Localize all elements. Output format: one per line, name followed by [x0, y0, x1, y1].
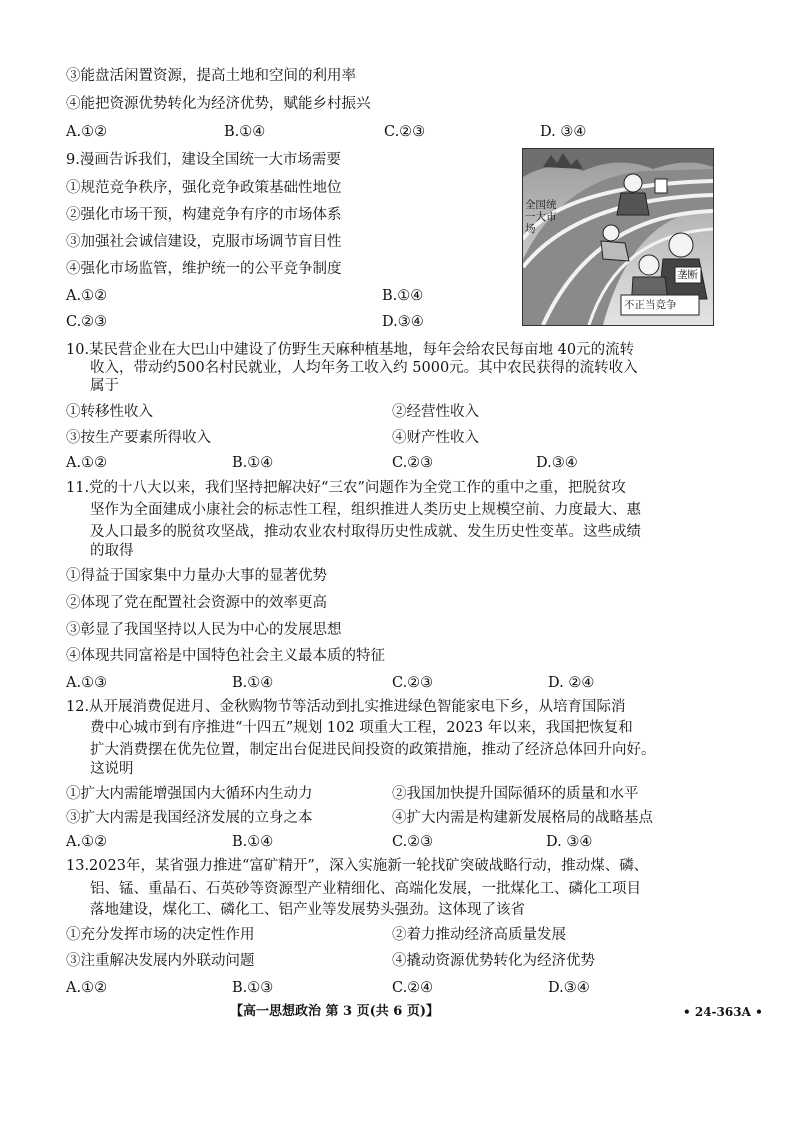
q9-item-4: ④强化市场监管，维护统一的公平竞争制度: [66, 261, 342, 277]
q13-items-row2: [66, 951, 746, 971]
q10-stem-line-2: 收入，带动约500名村民就业，人均年务工收入约 5000元。其中农民获得的流转收入: [90, 360, 638, 376]
paper-code: • 24-363A •: [683, 1005, 763, 1019]
q11-choices: [66, 673, 746, 693]
q12-item-4: ④扩大内需是构建新发展格局的战略基点: [392, 810, 653, 826]
q9-choice-a: A.①②: [66, 288, 108, 304]
q11-item-1: ①得益于国家集中力量办大事的显著优势: [66, 568, 327, 584]
q9-item-1: ①规范竞争秩序，强化竞争政策基础性地位: [66, 180, 342, 196]
q12-choices: [66, 832, 746, 852]
q10-stem-line-3: 属于: [90, 378, 119, 394]
cartoon-track-label: 全国统一大市场: [525, 199, 557, 235]
q10-items-row1: [66, 402, 746, 422]
q13-choice-c: C.②④: [392, 980, 434, 996]
q10-choice-c: C.②③: [392, 455, 434, 471]
q12-choice-a: A.①②: [66, 834, 108, 850]
q12-choice-b: B.①④: [232, 834, 274, 850]
q13-choices: [66, 978, 746, 998]
q10-choices: [66, 453, 746, 473]
q12-stem-line-4: 这说明: [90, 761, 134, 777]
q10-stem-line-1: 10.某民营企业在大巴山中建设了仿野生天麻种植基地，每年会给农民每亩地 40元的流转: [66, 342, 635, 358]
q13-stem-line-3: 落地建设，煤化工、磷化工、铝产业等发展势头强劲。这体现了该省: [90, 902, 525, 918]
q8-choices: [66, 122, 746, 142]
q11-item-4: ④体现共同富裕是中国特色社会主义最本质的特征: [66, 648, 385, 664]
cartoon-sign-unfair-competition: 不正当竞争: [624, 299, 677, 311]
q13-item-2: ②着力推动经济高质量发展: [392, 927, 566, 943]
q13-choice-a: A.①②: [66, 980, 108, 996]
q10-item-4: ④财产性收入: [392, 430, 479, 446]
q11-stem-line-3: 及人口最多的脱贫攻坚战，推动农业农村取得历史性成就、发生历史性变革。这些成绩: [90, 524, 641, 540]
q10-choice-b: B.①④: [232, 455, 274, 471]
q11-stem-line-4: 的取得: [90, 543, 134, 559]
q8-choice-b: B.①④: [224, 124, 266, 140]
q12-item-1: ①扩大内需能增强国内大循环内生动力: [66, 786, 313, 802]
q12-choice-c: C.②③: [392, 834, 434, 850]
q9-choice-b: B.①④: [382, 288, 424, 304]
q13-stem-line-2: 铝、锰、重晶石、石英砂等资源型产业精细化、高端化发展，一批煤化工、磷化工项目: [90, 881, 641, 897]
q13-item-4: ④撬动资源优势转化为经济优势: [392, 953, 595, 969]
q10-item-3: ③按生产要素所得收入: [66, 430, 211, 446]
q9-choice-d: D.③④: [382, 314, 424, 330]
q11-item-3: ③彰显了我国坚持以人民为中心的发展思想: [66, 622, 342, 638]
q13-stem-line-1: 13.2023年，某省强力推进“富矿精开”，深入实施新一轮找矿突破战略行动，推动煤、磷、: [66, 858, 649, 874]
q8-choice-a: A.①②: [66, 124, 108, 140]
q9-cartoon: [522, 148, 714, 326]
q11-choice-d: D. ②④: [548, 675, 595, 691]
q9-item-3: ③加强社会诚信建设，克服市场调节盲目性: [66, 234, 342, 250]
q13-choice-b: B.①③: [232, 980, 274, 996]
q11-stem-line-2: 坚作为全面建成小康社会的标志性工程，组织推进人类历史上规模空前、力度最大、惠: [90, 502, 641, 518]
q12-item-3: ③扩大内需是我国经济发展的立身之本: [66, 810, 313, 826]
q13-choice-d: D.③④: [548, 980, 590, 996]
cartoon-drawing: [523, 149, 713, 325]
q10-items-row2: [66, 428, 746, 448]
page-footer: 【高一思想政治 第 3 页(共 6 页)】: [230, 1004, 440, 1019]
q10-item-1: ①转移性收入: [66, 404, 153, 420]
q10-choice-a: A.①②: [66, 455, 108, 471]
q11-choice-a: A.①③: [66, 675, 108, 691]
q9-stem: 9.漫画告诉我们，建设全国统一大市场需要: [66, 152, 341, 168]
q8-option-3: ③能盘活闲置资源，提高土地和空间的利用率: [66, 68, 356, 84]
q10-item-2: ②经营性收入: [392, 404, 479, 420]
q10-choice-d: D.③④: [536, 455, 578, 471]
q13-item-3: ③注重解决发展内外联动问题: [66, 953, 255, 969]
q12-stem-line-3: 扩大消费摆在优先位置，制定出台促进民间投资的政策措施，推动了经济总体回升向好。: [90, 742, 656, 758]
q8-choice-c: C.②③: [384, 124, 426, 140]
q12-stem-line-1: 12.从开展消费促进月、金秋购物节等活动到扎实推进绿色智能家电下乡，从培育国际消: [66, 699, 626, 715]
q11-item-2: ②体现了党在配置社会资源中的效率更高: [66, 595, 327, 611]
q11-stem-line-1: 11.党的十八大以来，我们坚持把解决好“三农”问题作为全党工作的重中之重，把脱贫攻: [66, 480, 626, 496]
q9-item-2: ②强化市场干预，构建竞争有序的市场体系: [66, 207, 342, 223]
q8-choice-d: D. ③④: [540, 124, 587, 140]
q12-items-row2: [66, 808, 746, 828]
q12-item-2: ②我国加快提升国际循环的质量和水平: [392, 786, 639, 802]
q12-choice-d: D. ③④: [546, 834, 593, 850]
q12-stem-line-2: 费中心城市到有序推进“十四五”规划 102 项重大工程，2023 年以来，我国把恢复和: [90, 720, 633, 736]
q12-items-row1: [66, 784, 746, 804]
q9-choice-c: C.②③: [66, 314, 108, 330]
q13-item-1: ①充分发挥市场的决定性作用: [66, 927, 255, 943]
cartoon-sign-monopoly: 垄断: [677, 269, 698, 281]
q8-option-4: ④能把资源优势转化为经济优势，赋能乡村振兴: [66, 96, 371, 112]
q11-choice-b: B.①④: [232, 675, 274, 691]
q13-items-row1: [66, 925, 746, 945]
q11-choice-c: C.②③: [392, 675, 434, 691]
